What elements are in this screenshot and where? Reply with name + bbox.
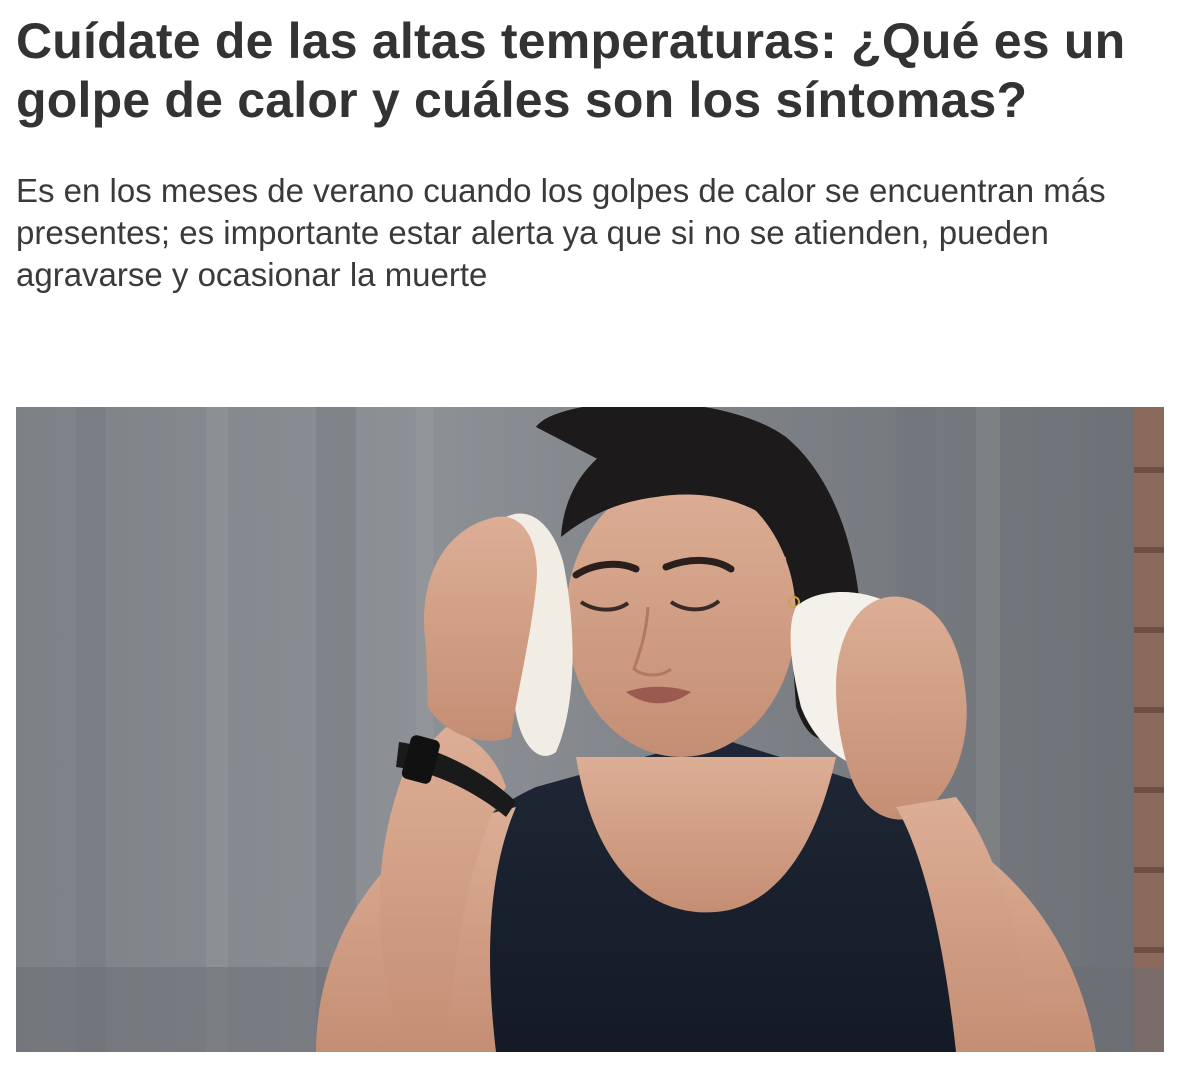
hero-illustration xyxy=(16,407,1164,1052)
hero-image xyxy=(16,407,1164,1052)
article-summary: Es en los meses de verano cuando los golpes de calor se encuentran más presentes; es importante estar alerta ya que si no se atienden, pueden agravarse y ocasionar la muerte xyxy=(16,172,1106,293)
face xyxy=(566,477,796,757)
article-headline: Cuídate de las altas temperaturas: ¿Qué es un golpe de calor y cuáles son los síntomas? xyxy=(16,13,1126,128)
article xyxy=(16,0,1164,296)
brick-wall xyxy=(1134,407,1164,1052)
